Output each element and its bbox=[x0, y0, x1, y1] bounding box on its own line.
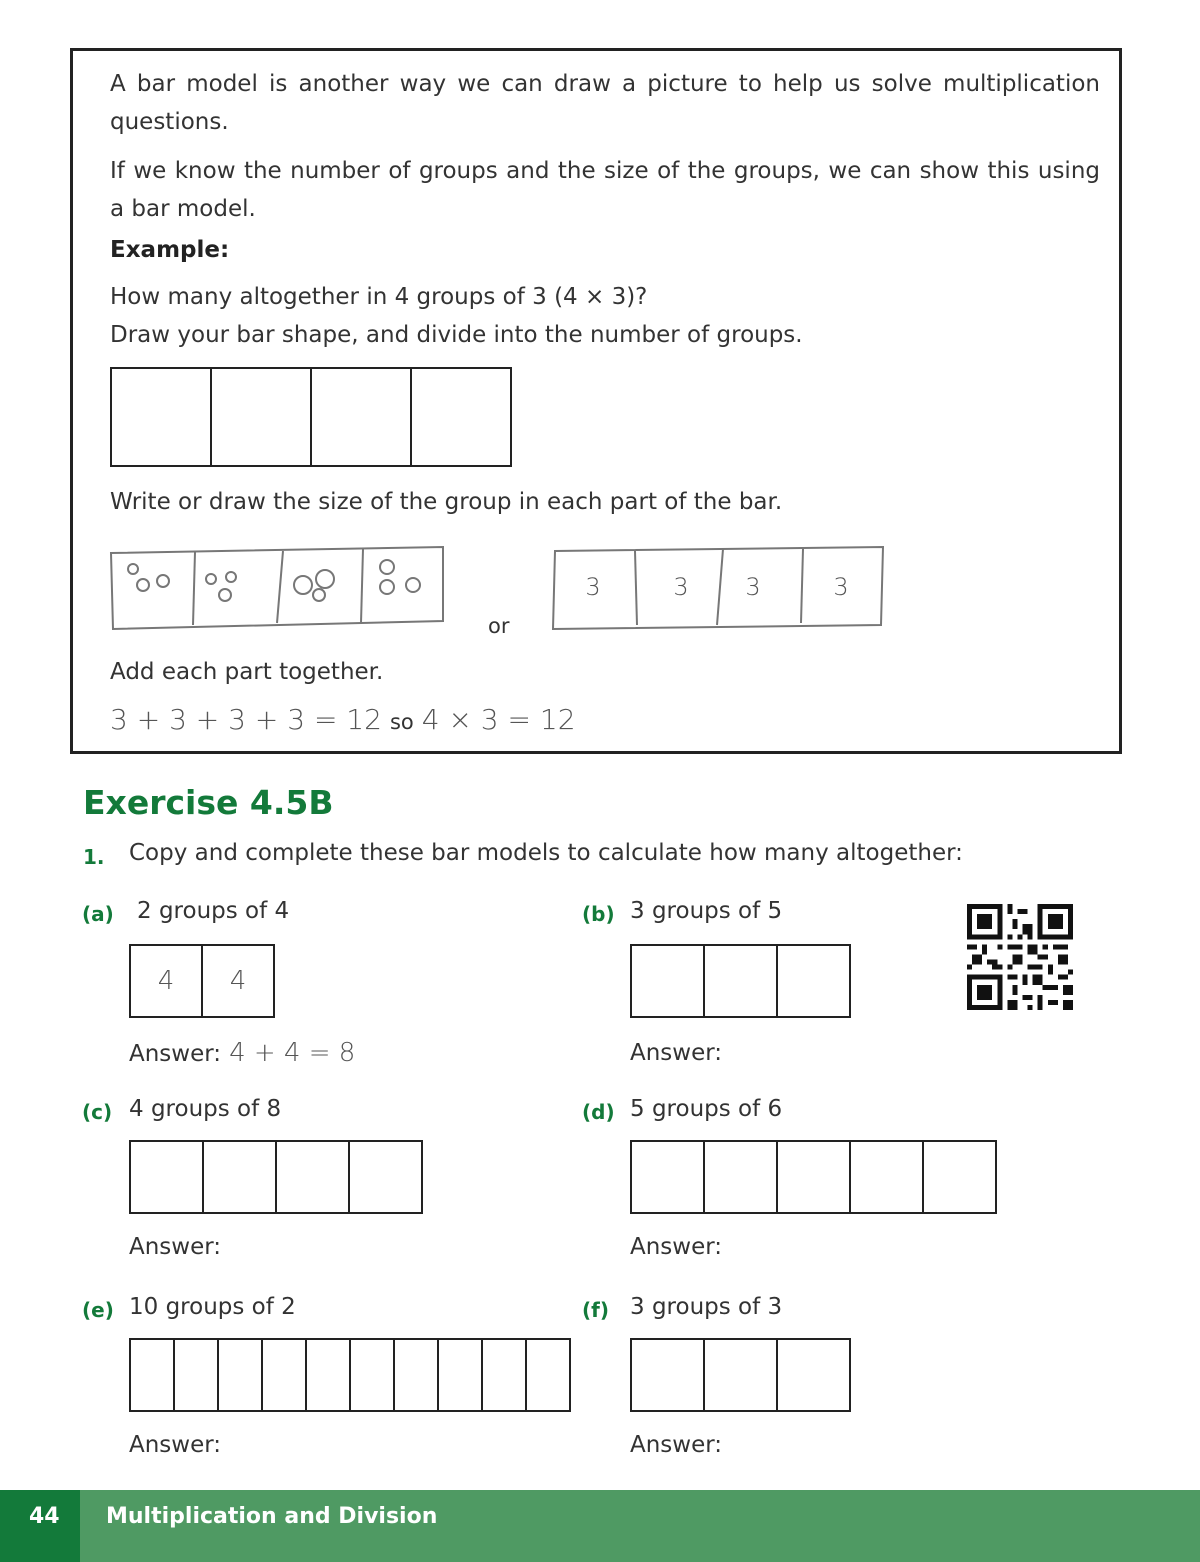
bar-cell bbox=[349, 1338, 395, 1412]
bar-cell bbox=[525, 1338, 571, 1412]
part-e-text: 10 groups of 2 bbox=[129, 1294, 296, 1320]
exercise-title: Exercise 4.5B bbox=[83, 783, 334, 822]
bar-cell bbox=[776, 1140, 851, 1214]
add-instruction: Add each part together. bbox=[110, 659, 384, 685]
part-b-answer-label: Answer: bbox=[630, 1040, 723, 1066]
part-e-answer-label: Answer: bbox=[129, 1432, 222, 1458]
bar-cell bbox=[393, 1338, 439, 1412]
part-d-label: (d) bbox=[582, 1100, 615, 1124]
sum-right: 4 × 3 = 12 bbox=[421, 703, 576, 736]
bar-cell bbox=[129, 1338, 175, 1412]
bar-cell bbox=[305, 1338, 351, 1412]
question-number: 1. bbox=[83, 845, 105, 869]
part-c-label: (c) bbox=[82, 1100, 113, 1124]
bar-cell bbox=[348, 1140, 423, 1214]
part-c-bar bbox=[129, 1140, 423, 1214]
part-f-label: (f) bbox=[582, 1298, 609, 1322]
part-f-bar bbox=[630, 1338, 851, 1412]
part-d-answer-label: Answer: bbox=[630, 1234, 723, 1260]
bar-cell bbox=[703, 1140, 778, 1214]
draw-instruction: Draw your bar shape, and divide into the number of groups. bbox=[110, 322, 803, 348]
bar-cell bbox=[217, 1338, 263, 1412]
part-a-bar bbox=[129, 944, 275, 1018]
bar-cell bbox=[275, 1140, 350, 1214]
part-f-text: 3 groups of 3 bbox=[630, 1294, 783, 1320]
bar-cell bbox=[630, 1338, 705, 1412]
part-b-text: 3 groups of 5 bbox=[630, 898, 783, 924]
part-a-answer: 4 + 4 = 8 bbox=[229, 1038, 356, 1068]
intro-paragraph-1: A bar model is another way we can draw a picture to help us solve multiplication questions. bbox=[110, 71, 1100, 135]
part-d-text: 5 groups of 6 bbox=[630, 1096, 783, 1122]
bar-cell bbox=[410, 367, 512, 467]
or-label: or bbox=[488, 614, 510, 638]
example-heading: Example: bbox=[110, 237, 230, 263]
bar-cell bbox=[202, 1140, 277, 1214]
answer-label: Answer: bbox=[129, 1041, 222, 1067]
hand-drawn-circle-bar bbox=[107, 543, 447, 631]
bar-cell bbox=[261, 1338, 307, 1412]
page-number-box bbox=[0, 1490, 80, 1562]
part-a-text: 2 groups of 4 bbox=[137, 898, 290, 924]
part-e-bar bbox=[129, 1338, 571, 1412]
bar-cell bbox=[129, 1140, 204, 1214]
bar-cell bbox=[437, 1338, 483, 1412]
example-sum bbox=[110, 703, 576, 736]
part-b-label: (b) bbox=[582, 902, 615, 926]
intro-paragraph-2: If we know the number of groups and the size of the groups, we can show this using a bar model. bbox=[110, 158, 1100, 222]
bar-cell bbox=[776, 1338, 851, 1412]
bar-value-3: 3 bbox=[745, 573, 761, 601]
part-c-answer-label: Answer: bbox=[129, 1234, 222, 1260]
hand-drawn-number-bar bbox=[549, 543, 889, 631]
bar-cell bbox=[849, 1140, 924, 1214]
question-text: Copy and complete these bar models to calculate how many altogether: bbox=[129, 840, 963, 866]
bar-cell bbox=[776, 944, 851, 1018]
part-a-answer-line bbox=[129, 1038, 355, 1068]
part-a-cell-2: 4 bbox=[201, 944, 275, 1018]
bar-cell bbox=[481, 1338, 527, 1412]
bar-value-4: 3 bbox=[833, 573, 849, 601]
page-number: 44 bbox=[29, 1504, 60, 1529]
bar-value-1: 3 bbox=[585, 573, 601, 601]
part-b-bar bbox=[630, 944, 851, 1018]
bar-cell bbox=[703, 1338, 778, 1412]
part-f-answer-label: Answer: bbox=[630, 1432, 723, 1458]
example-empty-bar bbox=[110, 367, 512, 467]
so-word: so bbox=[389, 710, 414, 734]
bar-cell bbox=[110, 367, 212, 467]
part-a-label: (a) bbox=[82, 902, 114, 926]
bar-cell bbox=[210, 367, 312, 467]
bar-cell bbox=[630, 944, 705, 1018]
example-question: How many altogether in 4 groups of 3 (4 × 3)? bbox=[110, 284, 648, 310]
bar-value-2: 3 bbox=[673, 573, 689, 601]
page-footer bbox=[0, 1490, 1200, 1562]
part-e-label: (e) bbox=[82, 1298, 114, 1322]
bar-cell bbox=[310, 367, 412, 467]
part-c-text: 4 groups of 8 bbox=[129, 1096, 282, 1122]
bar-cell bbox=[173, 1338, 219, 1412]
bar-cell bbox=[703, 944, 778, 1018]
qr-code-icon bbox=[967, 904, 1073, 1010]
part-a-cell-1: 4 bbox=[129, 944, 203, 1018]
intro-box bbox=[70, 48, 1122, 754]
bar-cell bbox=[922, 1140, 997, 1214]
write-instruction: Write or draw the size of the group in each part of the bar. bbox=[110, 489, 783, 515]
chapter-title: Multiplication and Division bbox=[106, 1504, 438, 1529]
part-d-bar bbox=[630, 1140, 997, 1214]
sum-left: 3 + 3 + 3 + 3 = 12 bbox=[110, 703, 382, 736]
bar-cell bbox=[630, 1140, 705, 1214]
